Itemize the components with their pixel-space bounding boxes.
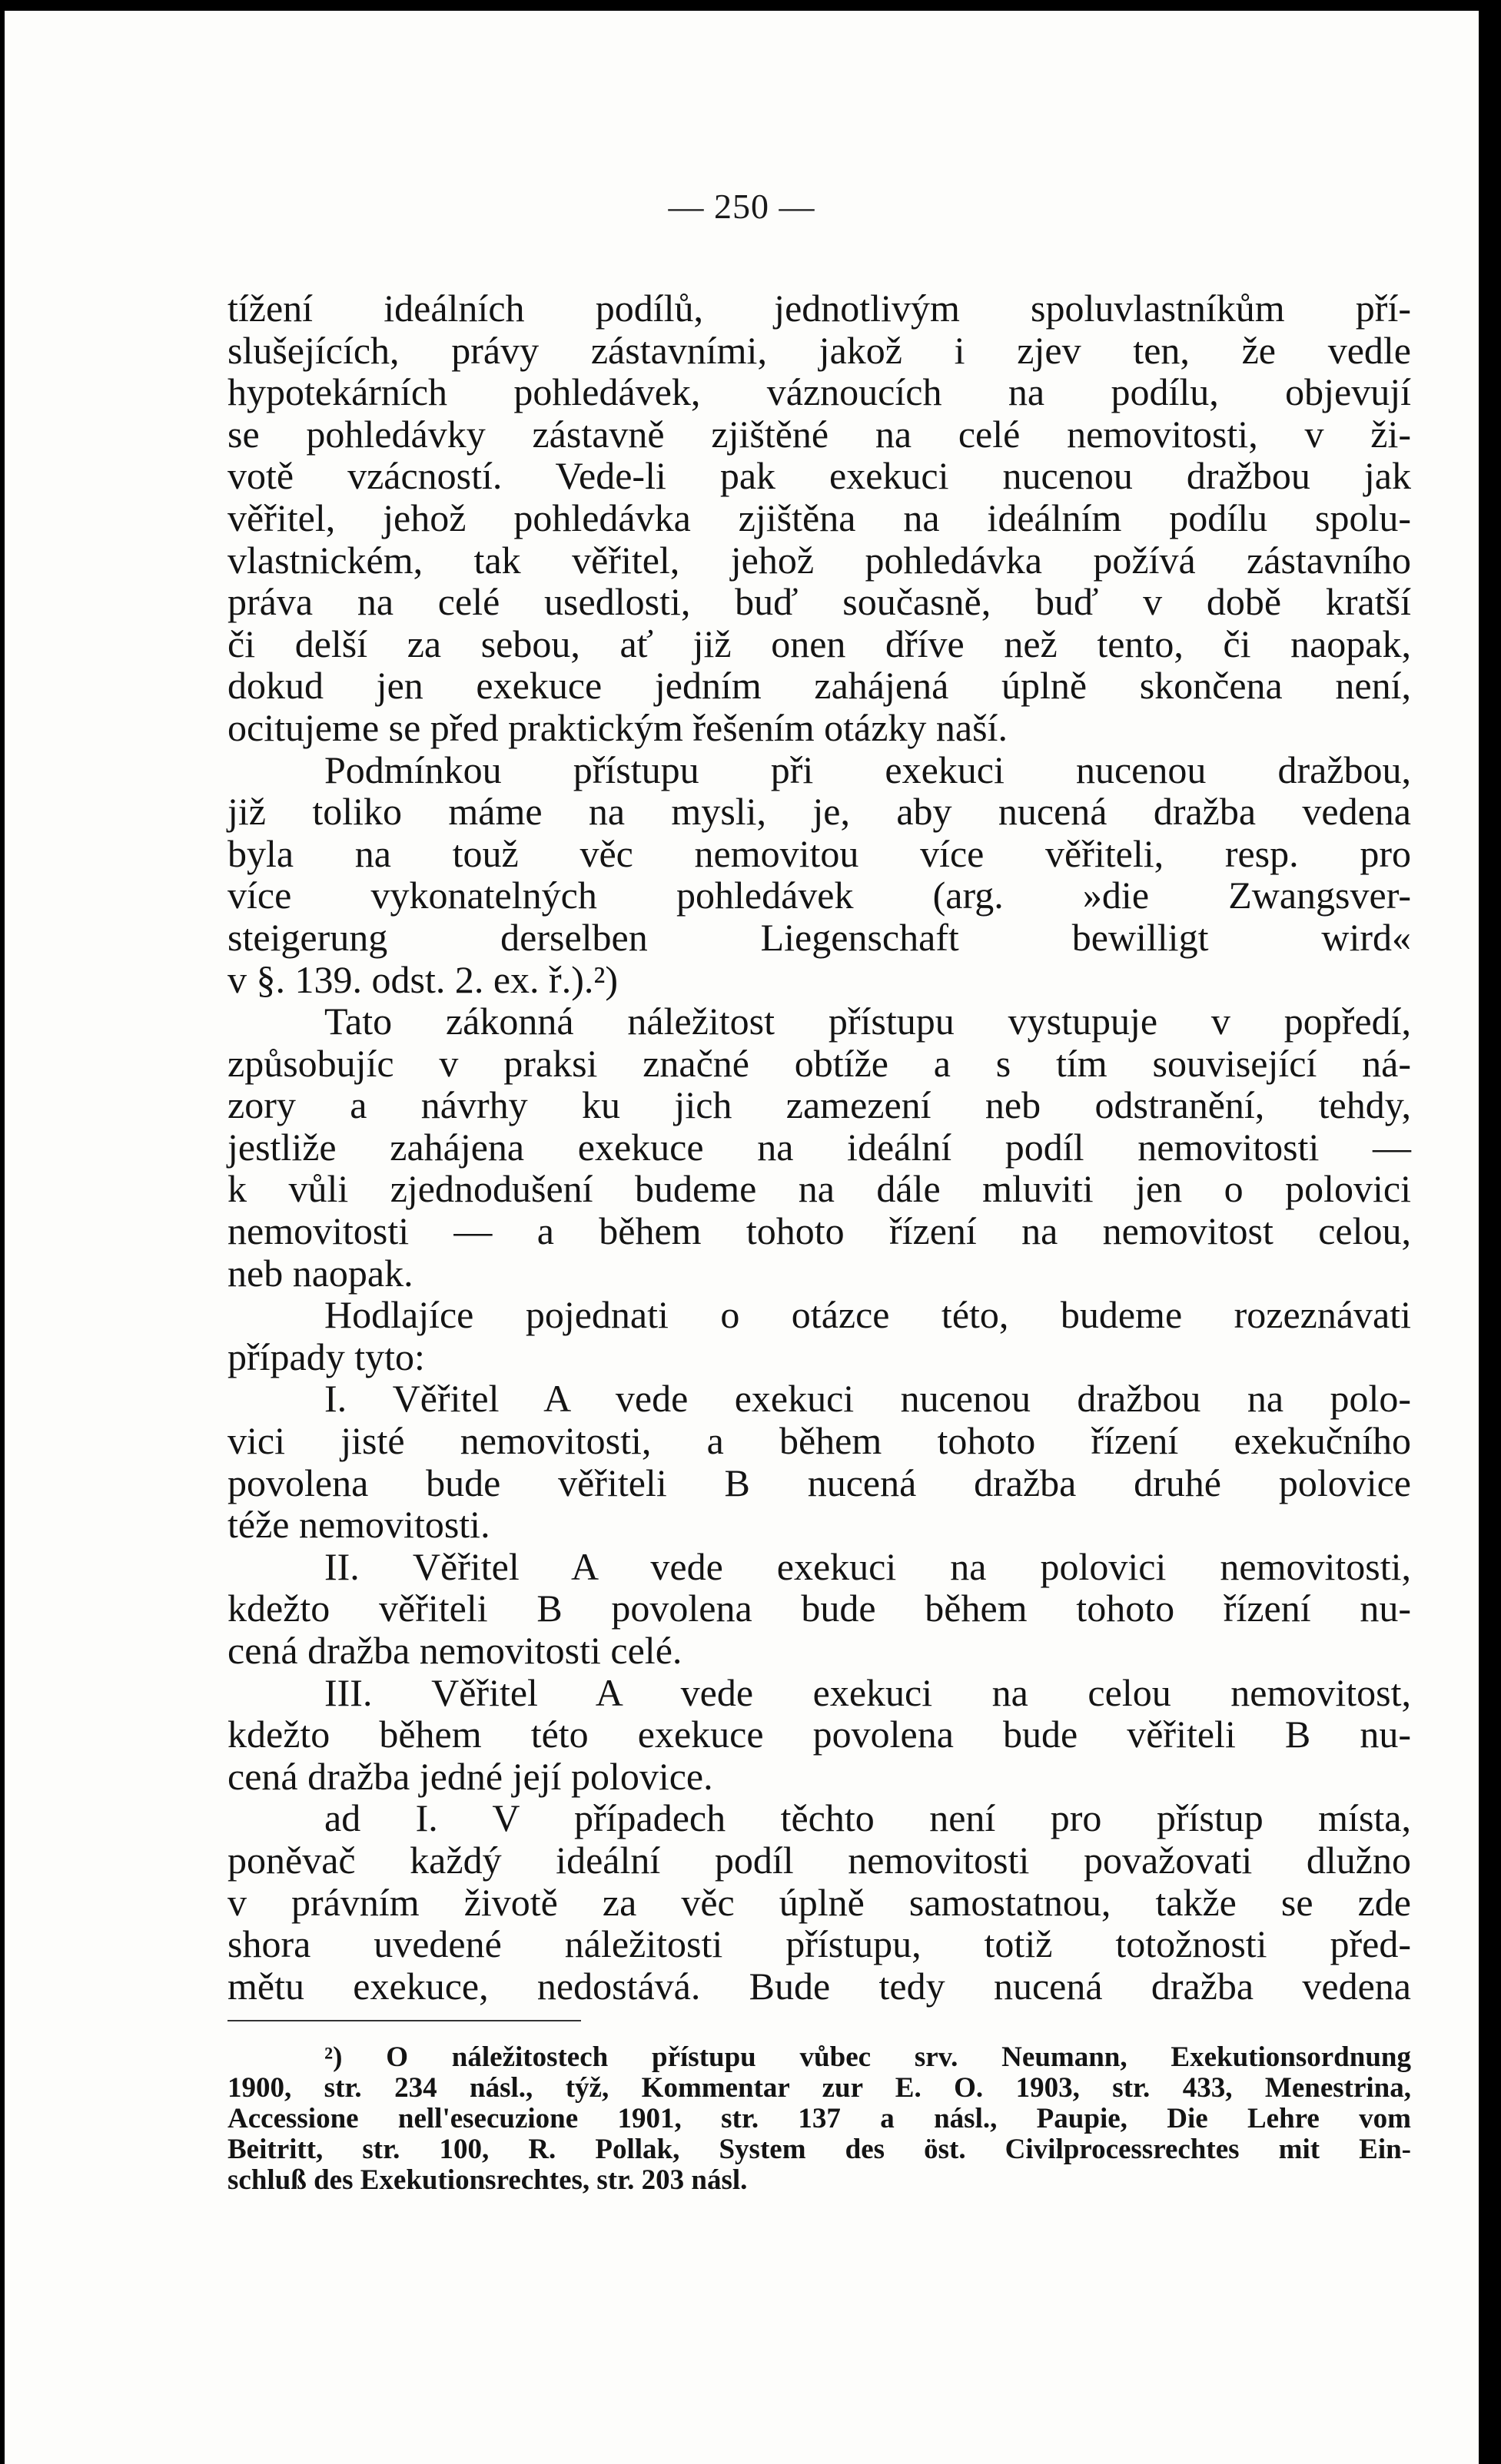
footnote-line: ²) O náležitostech přístupu vůbec srv. Neumann, Exekutionsordnung: [324, 2041, 1411, 2073]
text-line: způsobujíc v praksi značné obtíže a s tím související ná-: [227, 1041, 1411, 1085]
text-line: byla na touž věc nemovitou více věřiteli, resp. pro: [227, 831, 1411, 875]
text-line: práva na celé usedlosti, buď současně, buď v době kratší: [227, 580, 1411, 624]
text-line: Podmínkou přístupu při exekuci nucenou dražbou,: [324, 748, 1411, 791]
text-line: neb naopak.: [227, 1251, 413, 1295]
text-line: kdežto během této exekuce povolena bude věřiteli B nu-: [227, 1713, 1411, 1756]
book-page: [5, 11, 1479, 2464]
text-line: dokud jen exekuce jedním zahájená úplně skončena není,: [227, 664, 1411, 708]
text-line: již toliko máme na mysli, je, aby nucená dražba vedena: [227, 790, 1411, 834]
body-text: [227, 287, 1411, 2007]
text-line: I. Věřitel A vede exekuci nucenou dražbou na polo-: [324, 1377, 1411, 1421]
text-line: více vykonatelných pohledávek (arg. »die Zwangsver-: [227, 874, 1411, 917]
text-line: shora uvedené náležitosti přístupu, totiž totožnosti před-: [227, 1922, 1411, 1966]
text-line: v právním životě za věc úplně samostatnou, takže se zde: [227, 1880, 1411, 1924]
footnote-line: Beitritt, str. 100, R. Pollak, System des öst. Civilprocessrechtes mit Ein-: [227, 2134, 1411, 2165]
text-line: III. Věřitel A vede exekuci na celou nemovitost,: [324, 1670, 1411, 1714]
text-line: zory a návrhy ku jich zamezení neb odstranění, tehdy,: [227, 1083, 1411, 1127]
text-line: cená dražba nemovitosti celé.: [227, 1629, 682, 1672]
text-line: povolena bude věřiteli B nucená dražba druhé polovice: [227, 1461, 1411, 1504]
text-line: ad I. V případech těchto není pro přístup místa,: [324, 1796, 1411, 1840]
text-line: cená dražba jedné její polovice.: [227, 1754, 713, 1798]
footnote-line: schluß des Exekutionsrechtes, str. 203 násl.: [227, 2164, 748, 2196]
text-line: II. Věřitel A vede exekuci na polovici nemovitosti,: [324, 1544, 1411, 1588]
text-line: votě vzácností. Vede-li pak exekuci nucenou dražbou jak: [227, 454, 1411, 498]
text-line: jestliže zahájena exekuce na ideální podíl nemovitosti —: [227, 1125, 1411, 1169]
text-line: vlastnickém, tak věřitel, jehož pohledávka požívá zástavního: [227, 538, 1411, 582]
text-line: k vůli zjednodušení budeme na dále mluviti jen o polovici: [227, 1167, 1411, 1211]
text-line: či delší za sebou, ať již onen dříve než tento, či naopak,: [227, 622, 1411, 665]
text-line: kdežto věřiteli B povolena bude během tohoto řízení nu-: [227, 1587, 1411, 1630]
text-line: steigerung derselben Liegenschaft bewilligt wird«: [227, 915, 1411, 959]
text-line: v §. 139. odst. 2. ex. ř.).²): [227, 957, 618, 1001]
text-line: hypotekárních pohledávek, váznoucích na podílu, objevují: [227, 370, 1411, 414]
text-line: Hodlajíce pojednati o otázce této, budeme rozeznávati: [324, 1293, 1411, 1337]
text-line: vici jisté nemovitosti, a během tohoto řízení exekučního: [227, 1419, 1411, 1463]
footnote-divider: [227, 2020, 581, 2021]
text-line: tížení ideálních podílů, jednotlivým spoluvlastníkům pří-: [227, 287, 1411, 330]
text-line: případy tyto:: [227, 1335, 425, 1378]
text-line: ocitujeme se před praktickým řešením otázky naší.: [227, 705, 1008, 749]
text-line: Tato zákonná náležitost přístupu vystupuje v popředí,: [324, 1000, 1411, 1043]
text-line: věřitel, jehož pohledávka zjištěna na ideálním podílu spolu-: [227, 496, 1411, 539]
footnote: [227, 2042, 1411, 2196]
footnote-line: 1900, str. 234 násl., týž, Kommentar zur E. O. 1903, str. 433, Menestrina,: [227, 2072, 1411, 2104]
footnote-line: Accessione nell'esecuzione 1901, str. 137 a násl., Paupie, Die Lehre vom: [227, 2103, 1411, 2134]
text-line: mětu exekuce, nedostává. Bude tedy nucená dražba vedena: [227, 1964, 1411, 2008]
text-line: poněvač každý ideální podíl nemovitosti považovati dlužno: [227, 1838, 1411, 1882]
text-line: téže nemovitosti.: [227, 1503, 490, 1547]
page-number: — 250 —: [668, 187, 815, 226]
text-line: slušejících, právy zástavními, jakož i zjev ten, že vedle: [227, 328, 1411, 372]
scan-border: [1479, 0, 1501, 2464]
text-line: se pohledávky zástavně zjištěné na celé nemovitosti, v ži-: [227, 412, 1411, 456]
text-line: nemovitosti — a během tohoto řízení na nemovitost celou,: [227, 1209, 1411, 1253]
